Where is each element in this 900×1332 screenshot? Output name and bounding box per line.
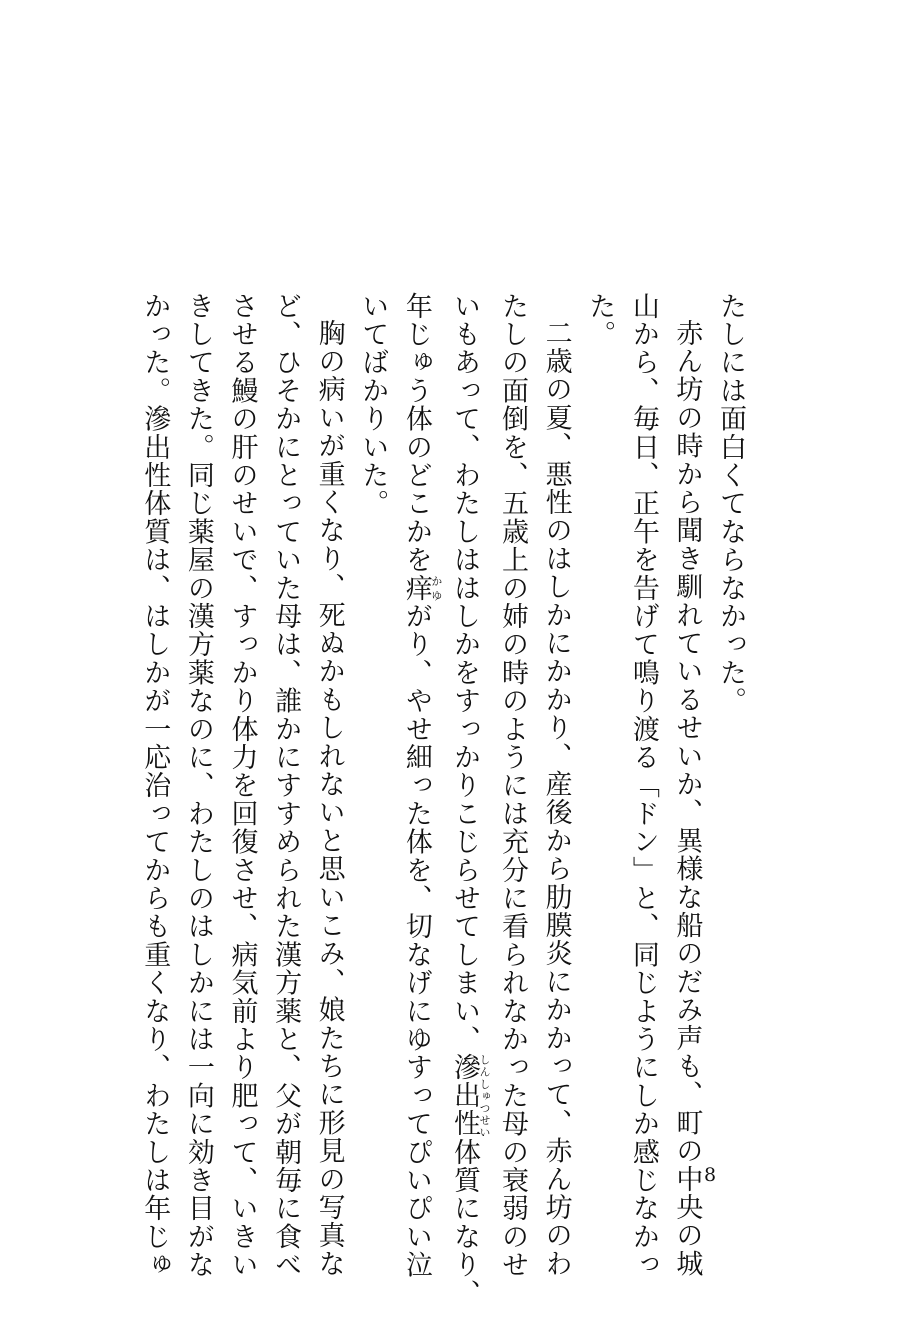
text-line	[394, 292, 443, 1280]
ruby-word	[400, 574, 443, 603]
text-line: きしてきた。同じ薬屋の漢方薬なのに、わたしのはしかには一向に効き目がな	[182, 292, 214, 1279]
text-segment: 年じゅう体のどこかを	[400, 292, 432, 574]
text-line: 赤ん坊の時から聞き馴れているせいか、異様な船のだみ声も、町の中央の城	[671, 319, 703, 1278]
text-line: たしの面倒を、五歳上の姉の時のようには充分に看られなかった母の衰弱のせ	[497, 292, 529, 1279]
text-line: ど、ひそかにとっていた母は、誰かにすすめられた漢方薬と、父が朝毎に食べ	[270, 292, 302, 1279]
page-number: 8	[704, 1164, 717, 1186]
text-line: 二歳の夏、悪性のはしかにかかり、産後から肋膜炎にかかって、赤ん坊のわ	[540, 319, 572, 1278]
ruby-base: 滲出性	[448, 1053, 480, 1139]
text-segment: がり、やせ細った体を、切なげにゆすってぴいぴい泣	[400, 602, 432, 1280]
text-line: た。	[584, 292, 616, 349]
ruby-reading: かゆ	[429, 574, 443, 603]
text-segment: 体質になり、	[448, 1138, 480, 1308]
text-line: させる鰻の肝のせいで、すっかり体力を回復させ、病気前より肥って、いきい	[226, 292, 258, 1279]
text-line: 山から、毎日、正午を告げて鳴り渡る「ドン」と、同じようにしか感じなかっ	[627, 292, 659, 1279]
text-line: かった。滲出性体質は、はしかが一応治ってからも重くなり、わたしは年じゅ	[139, 292, 171, 1279]
ruby-reading: しんしゅつせい	[477, 1053, 491, 1138]
vertical-body-text	[139, 292, 752, 1308]
text-line: たしには面白くてならなかった。	[715, 292, 746, 715]
ruby-word	[448, 1053, 491, 1139]
text-line: 胸の病いが重くなり、死ぬかもしれないと思いこみ、娘たちに形見の写真な	[313, 319, 345, 1278]
text-segment: いもあって、わたしははしかをすっかりこじらせてしまい、	[448, 292, 480, 1054]
ruby-base: 痒	[400, 574, 432, 603]
text-line: いてばかりいた。	[357, 292, 389, 518]
text-line	[442, 292, 491, 1308]
